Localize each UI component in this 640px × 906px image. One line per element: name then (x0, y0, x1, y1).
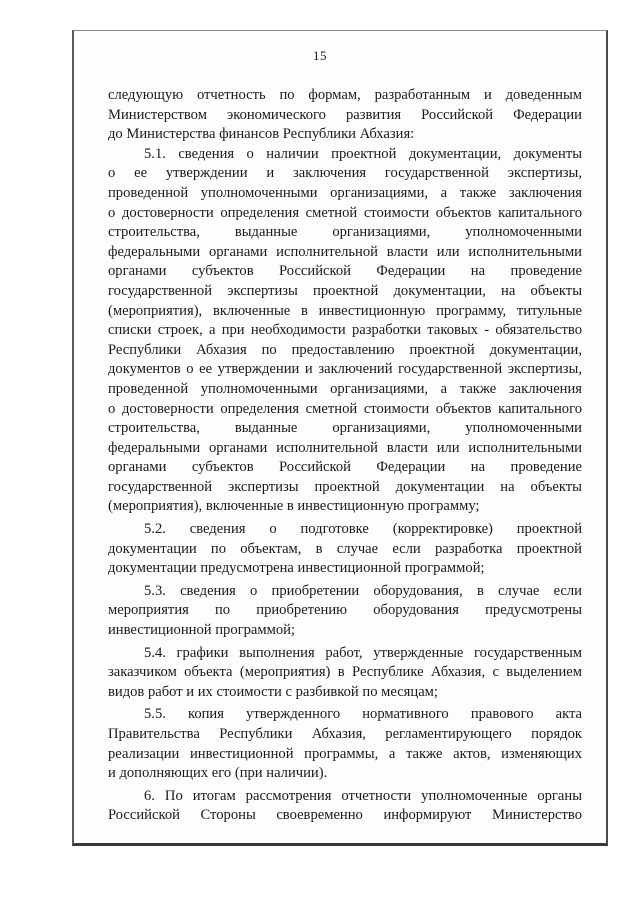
text-line: государственной экспертизы проектной документации на объекты (108, 478, 582, 495)
text-line: 5.1. сведения о наличии проектной документации, документы (144, 145, 582, 162)
text-line: строительства, выданные организациями, уполномоченными (108, 224, 582, 241)
text-line: о достоверности определения сметной стоимости объектов капитального (108, 400, 582, 417)
text-line: проведенной уполномоченными организациями, а также заключения (108, 380, 582, 397)
text-line: Министерством экономического развития Российской Федерации (108, 106, 582, 123)
text-line: мероприятия по приобретению оборудования предусмотрены (108, 602, 582, 619)
text-line: о достоверности определения сметной стоимости объектов капитального (108, 204, 582, 221)
text-line: документации предусмотрена инвестиционной программой; (108, 560, 485, 577)
document-body (108, 86, 582, 826)
text-line: государственной экспертизы проектной документации, на объекты (108, 282, 582, 299)
text-line: списки строек, а при необходимости разработки таковых - обязательство (108, 322, 582, 339)
text-line: 5.4. графики выполнения работ, утвержденные государственным (144, 644, 582, 661)
text-line: 5.3. сведения о приобретении оборудования, в случае если (144, 582, 582, 599)
text-line: документов о ее утверждении и заключений государственной экспертизы, (108, 361, 582, 378)
text-line: федеральными органами исполнительной власти или исполнительными (108, 439, 582, 456)
text-line: Российской Стороны своевременно информируют Министерство (108, 807, 582, 824)
text-line: реализации инвестиционной программы, а также актов, изменяющих (108, 745, 582, 762)
text-line: органами субъектов Российской Федерации на проведение (108, 459, 582, 476)
text-line: федеральными органами исполнительной власти или исполнительными (108, 243, 582, 260)
text-line: 5.5. копия утвержденного нормативного правового акта (144, 706, 582, 723)
text-line: до Министерства финансов Республики Абхазия: (108, 126, 415, 143)
text-line: документации по объектам, в случае если разработка проектной (108, 540, 582, 557)
text-line: Правительства Республики Абхазия, регламентирующего порядок (108, 726, 582, 742)
text-line: проведенной уполномоченными организациями, а также заключения (108, 184, 582, 201)
text-line: строительства, выданные организациями, уполномоченными (108, 420, 582, 437)
text-line: и дополняющих его (при наличии). (108, 765, 328, 782)
text-line: (мероприятия), включенные в инвестиционную программу, титульные (108, 302, 582, 319)
text-line: заказчиком объекта (мероприятия) в Республике Абхазия, с выделением (108, 664, 582, 681)
text-line: (мероприятия), включенные в инвестиционную программу; (108, 498, 480, 515)
text-line: следующую отчетность по формам, разработанным и доведенным (108, 87, 582, 103)
text-line: 6. По итогам рассмотрения отчетности уполномоченные органы (144, 787, 582, 804)
text-line: видов работ и их стоимости с разбивкой по месяцам; (108, 683, 438, 700)
text-line: 5.2. сведения о подготовке (корректировке) проектной (144, 521, 582, 538)
text-line: органами субъектов Российской Федерации на проведение (108, 263, 582, 280)
text-line: Республики Абхазия по предоставлению проектной документации, (108, 341, 582, 358)
text-line: инвестиционной программой; (108, 622, 296, 639)
text-line: о ее утверждении и заключения государственной экспертизы, (108, 165, 582, 182)
page-number: 15 (313, 48, 327, 63)
